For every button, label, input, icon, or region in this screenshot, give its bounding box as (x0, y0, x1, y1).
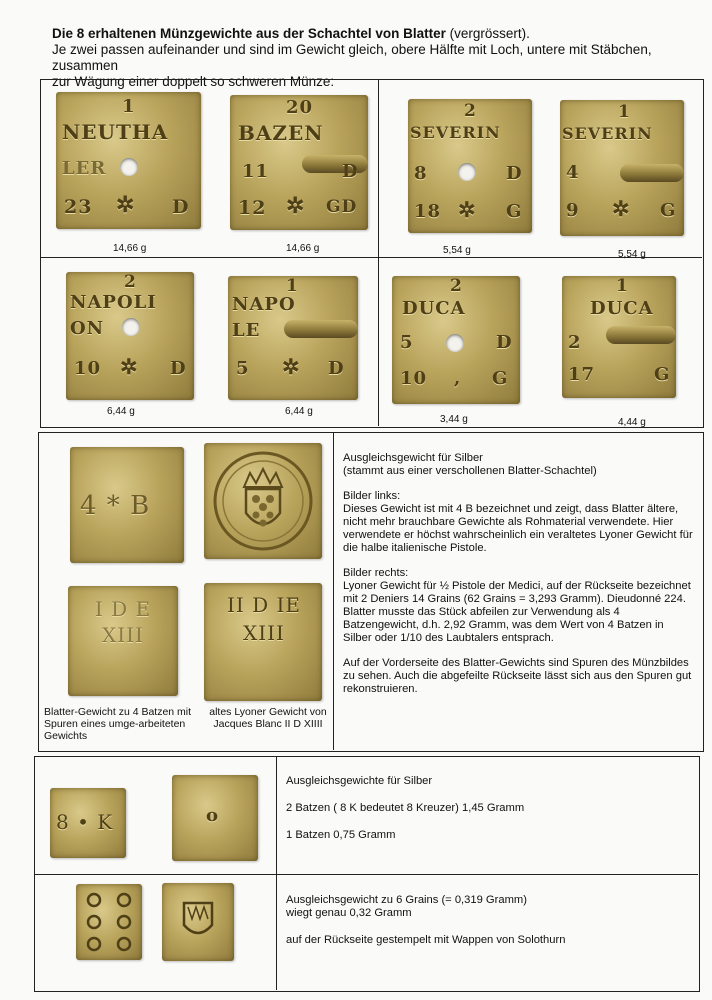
weight-rod (606, 326, 676, 344)
rosette-icon: ✲ (458, 197, 477, 222)
weight-caption: 14,66 g (113, 243, 147, 254)
text-line: wiegt genau 0,32 Gramm (286, 907, 412, 919)
stamp-lyon: II D IE XIII (226, 593, 302, 645)
silver-balance-divider (333, 432, 334, 750)
stamp-bottom-right: D (172, 196, 190, 218)
para-right-images (343, 567, 695, 606)
stamp-bottom-left: 18 (414, 201, 442, 222)
stamp-reworked: I D E XIII (94, 597, 152, 647)
stamp-name: SEVERIN (562, 124, 653, 143)
coin-lyon-medici-reverse (204, 583, 322, 701)
coin-weight-napoleon-2 (66, 272, 194, 400)
coin-weight-bazen-20 (230, 95, 368, 230)
medici-arms-icon (204, 443, 322, 559)
page-title-suffix: (vergrössert). (445, 26, 530, 41)
rosette-icon: ✲ (116, 192, 136, 218)
caption-blatter-4-batzen: Blatter-Gewicht zu 4 Batzen mit Spuren eines umge-arbeiteten Gewichts (44, 706, 192, 742)
stamp-number: 1 (618, 102, 631, 122)
weight-hole (122, 318, 140, 336)
weight-caption: 5,54 g (443, 245, 471, 256)
grains-text (286, 894, 686, 947)
text-line: auf der Rückseite gestempelt mit Wappen von Solothurn (286, 934, 566, 946)
stamp-name-2: LE (232, 320, 261, 341)
text-body: Lyoner Gewicht für ½ Pistole der Medici, auf der Rückseite bezeichnet mit 2 Deniers 14 Grains (62 Grains = 3,293 Gramm). Dieudonné 224. (343, 580, 691, 605)
coin-weight-severin-2 (408, 99, 532, 233)
weight-caption: 4,44 g (618, 417, 646, 428)
text-line: (stammt aus einer verschollenen Blatter-Schachtel) (343, 465, 597, 477)
stamp-name: DUCA (590, 298, 654, 319)
stamp-mid-right: D (496, 332, 513, 353)
stamp-number: 2 (464, 101, 477, 121)
stamp-bottom-left: 10 (400, 368, 428, 389)
stamp-name: BAZEN (238, 121, 324, 145)
stamp-bottom-right: D (328, 358, 345, 379)
weight-rod (620, 164, 684, 182)
stamp-bottom-right: GD (326, 197, 358, 217)
weight-caption: 3,44 g (440, 414, 468, 425)
text-body: Blatter musste das Stück abfeilen zur Verwendung als 4 Batzengewicht, d.h. 2,92 Gramm, was dem Wert von 4 Batzen in Silber oder 1/10 des Laubtalers entsprach. (343, 606, 664, 644)
stamp-number: 20 (286, 97, 314, 118)
para-filed (343, 606, 695, 645)
rosette-icon: ✲ (120, 354, 139, 379)
text-body: Auf der Vorderseite des Blatter-Gewichts sind Spuren des Münzbildes zu sehen. Auch die abgefeilte Rückseite lässt sich aus den Spuren gut rekonstruieren. (343, 657, 692, 695)
small-weights-divider-vertical (276, 756, 277, 990)
coin-weight-8k (50, 788, 126, 858)
text-body: Dieses Gewicht ist mit 4 B bezeichnet und zeigt, dass Blatter ältere, nicht mehr brauchbare Gewichte als Rohmaterial verwendete. Hier verwendete er höchst wahrscheinlich ein veraltetes Lyoner Gewicht für die halbe italienische Pistole. (343, 503, 693, 554)
weight-hole (458, 163, 476, 181)
rosette-icon: ✲ (282, 354, 301, 379)
coin-weight-4b (70, 447, 184, 563)
coin-weight-solothurn (162, 883, 234, 961)
stamp-mid-right: D (342, 161, 359, 182)
dot-mark: o (206, 805, 220, 826)
coin-weight-4b-reverse (68, 586, 178, 696)
rosette-icon: ✲ (612, 196, 631, 221)
text-line: 1 Batzen 0,75 Gramm (286, 829, 396, 841)
coin-weight-1-batzen (172, 775, 258, 861)
small-weights-divider-horizontal (34, 874, 698, 875)
stamp-bottom-right: G (660, 200, 677, 221)
coin-weight-neuthaler-1 (56, 92, 201, 229)
stamp-name: DUCA (402, 298, 466, 319)
coin-weight-6-grains (76, 884, 142, 960)
solothurn-arms-icon (162, 883, 234, 961)
stamp-name-2: ON (70, 318, 105, 339)
stamp-bottom-left: 12 (238, 197, 267, 219)
stamp-mid-right: D (506, 163, 523, 184)
text-line: 2 Batzen ( 8 K bedeutet 8 Kreuzer) 1,45 Gramm (286, 802, 525, 814)
weights-grid-divider-vertical (378, 79, 379, 426)
para-intro (343, 452, 695, 478)
small-weights-text (286, 775, 686, 842)
dot-mark: , (454, 368, 462, 389)
stamp-bottom-right: G (492, 368, 509, 389)
stamp-name: NEUTHA (62, 120, 169, 144)
text-line: Ausgleichsgewicht zu 6 Grains (= 0,319 Gramm) (286, 894, 527, 906)
weight-caption: 6,44 g (285, 406, 313, 417)
stamp-name-2: 4 (566, 162, 580, 183)
para-left-images (343, 490, 695, 555)
rosette-icon: ✲ (286, 193, 306, 219)
stamp-bottom-right: D (170, 358, 187, 379)
weight-rod (284, 320, 358, 338)
stamp-bottom-left: 9 (566, 200, 580, 221)
caption-lyoner-gewicht: altes Lyoner Gewicht von Jacques Blanc II D XIIII (209, 706, 327, 730)
weight-hole (446, 334, 464, 352)
weights-grid-divider-horizontal (40, 257, 702, 258)
stamp-bottom-left: 23 (64, 196, 93, 218)
six-dots-icon (76, 884, 142, 960)
page-title: Die 8 erhaltenen Münzgewichte aus der Schachtel von Blatter (52, 26, 446, 41)
weight-hole (120, 158, 138, 176)
weight-caption: 5,54 g (618, 249, 646, 260)
coin-lyon-medici-obverse (204, 443, 322, 559)
stamp-name-2: 5 (400, 332, 414, 353)
weight-caption: 14,66 g (286, 243, 320, 254)
stamp-4b: 4 * B (80, 491, 151, 521)
header-line-3: zur Wägung einer doppelt so schweren Münze: (52, 74, 335, 89)
stamp-bottom-right: G (506, 201, 523, 222)
header-line-2: Je zwei passen aufeinander und sind im Gewicht gleich, obere Hälfte mit Loch, untere mit Stäbchen, zusammen (52, 42, 652, 73)
text-line: Bilder rechts: (343, 567, 409, 579)
stamp-name-2: LER (62, 158, 107, 179)
stamp-name-2: 11 (242, 161, 270, 182)
coin-weight-duca-2 (392, 276, 520, 404)
text-line: Ausgleichsgewicht für Silber (343, 452, 483, 464)
para-traces (343, 657, 695, 696)
coin-weight-duca-1 (562, 276, 676, 398)
stamp-number: 2 (450, 276, 463, 296)
coin-weight-severin-1 (560, 100, 684, 236)
text-line: Bilder links: (343, 490, 401, 502)
stamp-number: 1 (616, 276, 629, 296)
stamp-8k: 8 • K (56, 810, 114, 834)
stamp-bottom-left: 10 (74, 358, 102, 379)
stamp-number: 1 (122, 96, 136, 117)
stamp-bottom-right: G (654, 364, 671, 385)
text-line: Ausgleichsgewichte für Silber (286, 775, 433, 787)
stamp-name-2: 8 (414, 163, 428, 184)
stamp-name-2: 2 (568, 332, 582, 353)
stamp-bottom-left: 17 (568, 364, 596, 385)
weight-caption: 6,44 g (107, 406, 135, 417)
stamp-number: 1 (286, 276, 299, 296)
coin-weight-napoleon-1 (228, 276, 358, 400)
stamp-name: NAPO (232, 294, 296, 315)
stamp-name: NAPOLI (70, 292, 157, 313)
stamp-number: 2 (124, 272, 137, 292)
silver-balance-text (343, 452, 695, 708)
stamp-bottom-left: 5 (236, 358, 250, 379)
stamp-name: SEVERIN (410, 123, 501, 142)
